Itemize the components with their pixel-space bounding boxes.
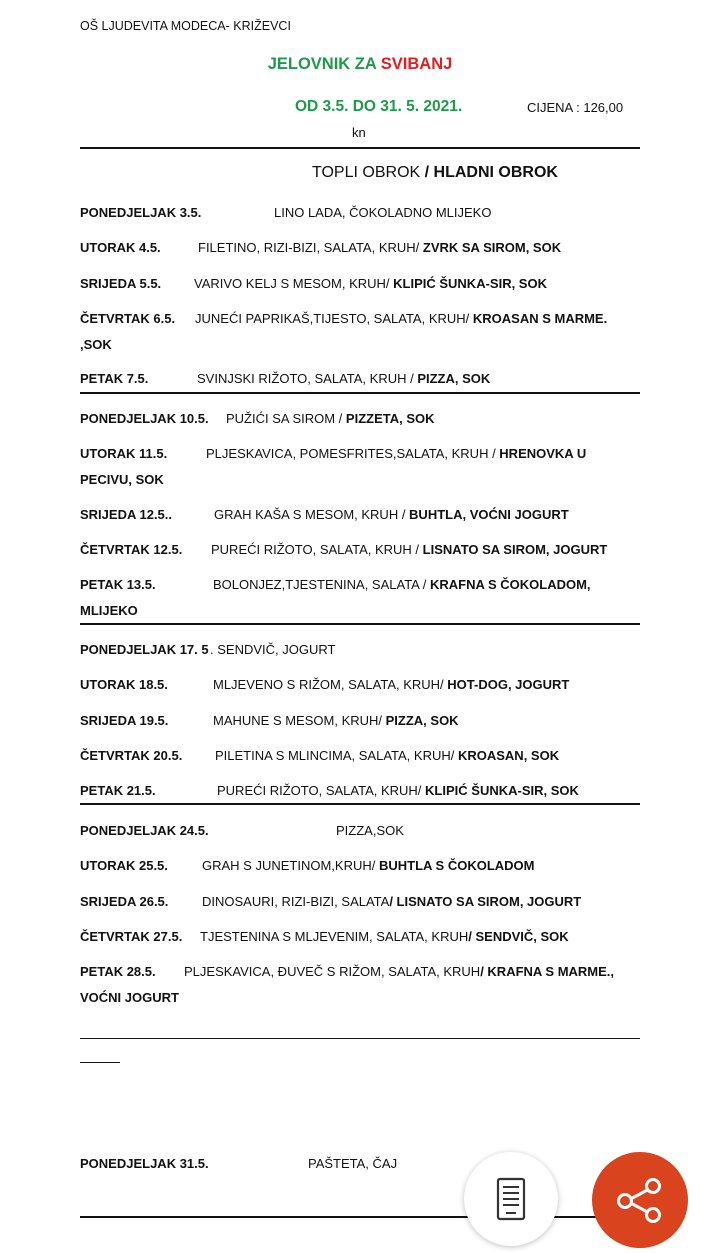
meal-text: TJESTENINA S MLJEVENIM, SALATA, KRUH/ SENDVIČ, SOK — [200, 929, 569, 944]
meal-text-continued: MLIJEKO — [80, 603, 138, 618]
meal-text-continued: PECIVU, SOK — [80, 472, 164, 487]
divider-fragment — [80, 1062, 120, 1063]
meal-text: JUNEĆI PAPRIKAŠ,TIJESTO, SALATA, KRUH/ KROASAN S MARME. — [195, 311, 608, 326]
day-label: PONEDJELJAK 24.5. — [80, 823, 209, 838]
school-name: OŠ LJUDEVITA MODECA- KRIŽEVCI — [80, 19, 291, 33]
meal-text: PILETINA S MLINCIMA, SALATA, KRUH/ KROASAN, SOK — [215, 748, 560, 763]
week-divider — [80, 623, 640, 625]
meal-text: GRAH S JUNETINOM,KRUH/ BUHTLA S ČOKOLADOM — [202, 858, 535, 873]
day-label: SRIJEDA 26.5. — [80, 894, 169, 909]
meal-text: PAŠTETA, ČAJ — [308, 1156, 398, 1171]
hot-meal-header: TOPLI OBROK — [312, 164, 425, 181]
meal-text: MAHUNE S MESOM, KRUH/ PIZZA, SOK — [213, 713, 459, 728]
cold-meal-header: / HLADNI OBROK — [424, 164, 558, 181]
meal-text: SVINJSKI RIŽOTO, SALATA, KRUH / PIZZA, SOK — [197, 371, 491, 386]
day-label: PETAK 7.5. — [80, 371, 149, 386]
meal-text: PLJESKAVICA, ĐUVEČ S RIŽOM, SALATA, KRUH/ KRAFNA S MARME., — [184, 964, 615, 979]
day-label: SRIJEDA 5.5. — [80, 276, 162, 291]
week-divider — [80, 803, 640, 805]
date-range: OD 3.5. DO 31. 5. 2021. — [295, 98, 463, 115]
meal-text-continued: VOĆNI JOGURT — [80, 990, 179, 1005]
meal-text: PLJESKAVICA, POMESFRITES,SALATA, KRUH / HRENOVKA U — [206, 446, 587, 461]
day-label: PETAK 13.5. — [80, 577, 156, 592]
day-label: ČETVRTAK 12.5. — [80, 542, 183, 557]
document-icon — [464, 1152, 558, 1246]
meal-text: PUŽIĆI SA SIROM / PIZZETA, SOK — [226, 411, 435, 426]
day-label: PETAK 28.5. — [80, 964, 156, 979]
meal-text: PIZZA,SOK — [336, 823, 404, 838]
day-label: PONEDJELJAK 3.5. — [80, 205, 202, 220]
meal-text: VARIVO KELJ S MESOM, KRUH/ KLIPIĆ ŠUNKA-SIR, SOK — [194, 276, 547, 291]
day-label: PONEDJELJAK 17. 5 — [80, 642, 209, 657]
meal-text: MLJEVENO S RIŽOM, SALATA, KRUH/ HOT-DOG, JOGURT — [213, 677, 570, 692]
meal-text: DINOSAURI, RIZI-BIZI, SALATA/ LISNATO SA SIROM, JOGURT — [202, 894, 582, 909]
day-label: PONEDJELJAK 10.5. — [80, 411, 209, 426]
menu-title — [0, 55, 720, 74]
day-label: PETAK 21.5. — [80, 783, 156, 798]
price: CIJENA : 126,00 — [527, 100, 624, 115]
title-month: SVIBANJ — [380, 55, 453, 73]
title-prefix: JELOVNIK ZA — [267, 55, 381, 73]
meal-text: PUREĆI RIŽOTO, SALATA, KRUH/ KLIPIĆ ŠUNKA-SIR, SOK — [217, 783, 579, 798]
day-label: ČETVRTAK 27.5. — [80, 929, 183, 944]
day-label: ČETVRTAK 6.5. — [80, 311, 176, 326]
column-header — [312, 164, 558, 182]
day-label: UTORAK 4.5. — [80, 240, 161, 255]
meal-text: . SENDVIČ, JOGURT — [210, 642, 336, 657]
divider — [80, 147, 640, 149]
document-view-button[interactable] — [464, 1152, 558, 1246]
day-label: UTORAK 18.5. — [80, 677, 168, 692]
day-label: PONEDJELJAK 31.5. — [80, 1156, 209, 1171]
day-label: ČETVRTAK 20.5. — [80, 748, 183, 763]
day-label: UTORAK 11.5. — [80, 446, 168, 461]
meal-text: GRAH KAŠA S MESOM, KRUH / BUHTLA, VOĆNI JOGURT — [214, 507, 569, 522]
day-label: SRIJEDA 19.5. — [80, 713, 169, 728]
meal-text: PUREĆI RIŽOTO, SALATA, KRUH / LISNATO SA SIROM, JOGURT — [211, 542, 608, 557]
day-label: UTORAK 25.5. — [80, 858, 168, 873]
week-divider — [80, 392, 640, 394]
meal-text: BOLONJEZ,TJESTENINA, SALATA / KRAFNA S ČOKOLADOM, — [213, 577, 591, 592]
meal-text: LINO LADA, ČOKOLADNO MLIJEKO — [274, 205, 492, 220]
week-divider — [80, 1038, 640, 1039]
meal-text-continued: ,SOK — [80, 337, 112, 352]
meal-text: FILETINO, RIZI-BIZI, SALATA, KRUH/ ZVRK SA SIROM, SOK — [198, 240, 562, 255]
currency: kn — [352, 125, 366, 140]
day-label: SRIJEDA 12.5.. — [80, 507, 173, 522]
